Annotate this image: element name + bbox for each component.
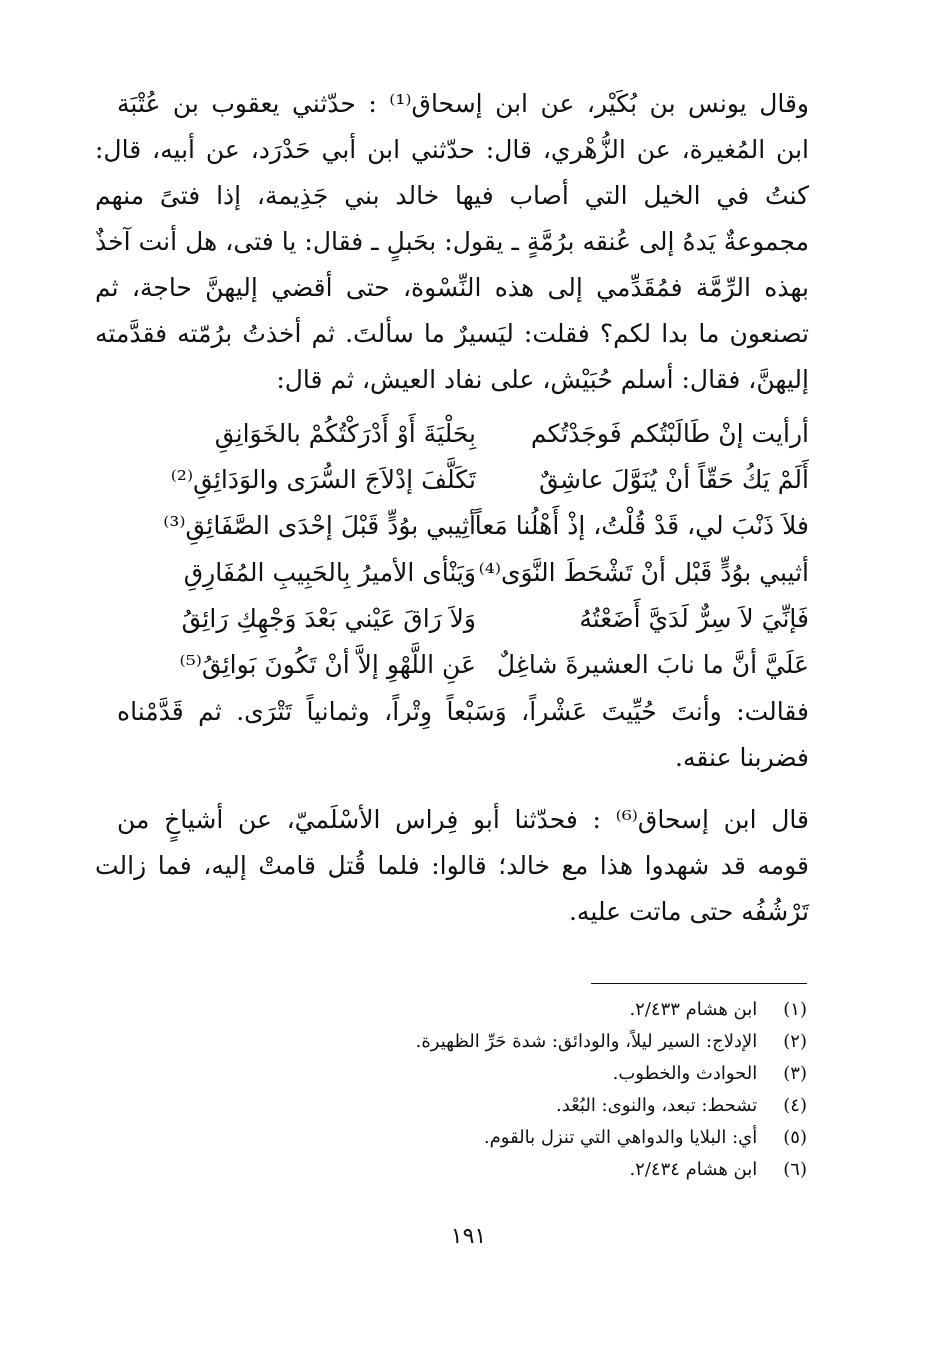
verse-1-first-hemistich: أرأيت إنْ طَالَبْتُكم فَوجَدْتُكم: [530, 419, 809, 448]
footnote-6: [629, 1156, 807, 1184]
footnote-1: [629, 996, 807, 1024]
footnote-5-text: أي: البلايا والدواهي التي تنزل بالقوم.: [483, 1127, 758, 1148]
verse-4-second-hemistich: وَيَنْأى الأميرُ بِالحَبِيبِ المُفَارِقِ: [183, 558, 476, 587]
paragraph1-line-6: تصنعون ما بدا لكم؟ فقلت: ليَسيرٌ ما سألتَ. ثم أخذتُ برُمّته فقدَّمته: [95, 319, 809, 348]
paragraph2-line-2: قومه قد شهدوا هذا مع خالد؛ قالوا: فلما قُتل قامتْ إليه، فما زالت: [95, 851, 809, 880]
paragraph2-line-3: تَرْشُفُه حتى ماتت عليه.: [568, 897, 809, 926]
verse-6-second-hemistich: عَنِ اللَّهْوِ إلاَّ أنْ تَكُونَ بَوائِقُ⁽⁵⁾: [179, 650, 476, 679]
footnote-3: [613, 1060, 807, 1088]
paragraph1-line-2: ابن المُغيرة، عن الزُّهْري، قال: حدّثني ابن أبي حَدْرَد، عن أبيه، قال:: [95, 135, 809, 164]
verse-6-first-hemistich: عَلَيَّ أنَّ ما نابَ العشيرةَ شاغِلٌ: [496, 650, 809, 679]
footnote-4: [556, 1092, 807, 1120]
verse-1-second-hemistich: بِحَلْيَةَ أَوْ أَدْرَكْتُكُمْ بالخَوَانِقِ: [214, 419, 476, 448]
footnote-6-number: (٦): [783, 1159, 807, 1180]
after-verses-line-2: فضربنا عنقه.: [675, 743, 809, 772]
paragraph1-line-1: وقال يونس بن بُكَيْر، عن ابن إسحاق⁽¹⁾ : حدّثني يعقوب بن عُتْبَة: [117, 89, 809, 118]
paragraph1-line-3: كنتُ في الخيل التي أصاب فيها خالد بني جَذِيمة، إذا فتىً منهم: [95, 181, 809, 210]
footnote-3-number: (٣): [783, 1063, 807, 1084]
footnote-2-text: الإدلاج: السير ليلاً، والودائق: شدة حَرِّ الظهيرة.: [415, 1031, 758, 1052]
verse-5-first-hemistich: فَإنِّيَ لاَ سِرٌّ لَدَيَّ أَضَعْتُهُ: [579, 604, 809, 633]
footnote-6-text: ابن هشام ٢/٤٣٤.: [629, 1159, 758, 1180]
footnote-2-number: (٢): [783, 1031, 807, 1052]
footnote-4-number: (٤): [783, 1095, 807, 1116]
footnote-1-text: ابن هشام ٢/٤٣٣.: [629, 999, 758, 1020]
verse-4-first-hemistich: أثيبي بوُدٍّ قَبْل أنْ تَشْحَطَ النَّوَى⁽⁴⁾: [478, 558, 809, 587]
paragraph1-line-7: إليهنَّ، فقال: أسلم حُبَيْش، على نفاد العيش، ثم قال:: [276, 365, 809, 394]
verse-3-first-hemistich: فلاَ ذَنْبَ لي، قَدْ قُلْتُ، إذْ أَهْلُنا مَعاً: [474, 511, 809, 540]
page-number: ١٩١: [450, 1224, 487, 1249]
footnote-1-number: (١): [783, 999, 807, 1020]
paragraph2-line-1: قال ابن إسحاق⁽⁶⁾ : فحدّثنا أبو فِراس الأسْلَميّ، عن أشياخٍ من: [117, 805, 810, 834]
footnote-5-number: (٥): [783, 1127, 807, 1148]
paragraph1-line-5: بهذه الرِّمَّة فمُقَدِّمي إلى هذه النِّسْوة، حتى أقضي إليهنَّ حاجة، ثم: [95, 273, 809, 302]
verse-5-second-hemistich: وَلاَ رَاقَ عَيْني بَعْدَ وَجْهِكِ رَائِقُ: [181, 604, 476, 633]
paragraph1-line-4: مجموعةٌ يَدهُ إلى عُنقه برُمَّةٍ ـ يقول: بحَبلٍ ـ فقال: يا فتى، هل أنت آخذٌ: [95, 227, 809, 256]
footnote-3-text: الحوادث والخطوب.: [612, 1063, 758, 1084]
verse-3-second-hemistich: أثِيبي بوُدٍّ قَبْلَ إحْدَى الصَّفَائِقِ⁽³⁾: [163, 511, 476, 540]
footnote-2: [416, 1028, 807, 1056]
footnote-separator: [591, 983, 807, 984]
verse-2-second-hemistich: تَكَلَّفَ إدْلاَجَ السُّرَى والوَدَائِقِ⁽²⁾: [170, 465, 476, 494]
footnote-4-text: تشحط: تبعد، والنوى: البُعْد.: [556, 1095, 758, 1116]
verse-2-first-hemistich: أَلَمْ يَكُ حَقّاً أنْ يُنَوَّلَ عاشِقٌ: [539, 465, 809, 494]
after-verses-line-1: فقالت: وأنتَ حُيِّيتَ عَشْراً، وَسَبْعاً وِتْراً، وثمانياً تَتْرَى. ثم قَدَّمْناه: [117, 697, 809, 726]
footnote-5: [484, 1124, 807, 1152]
